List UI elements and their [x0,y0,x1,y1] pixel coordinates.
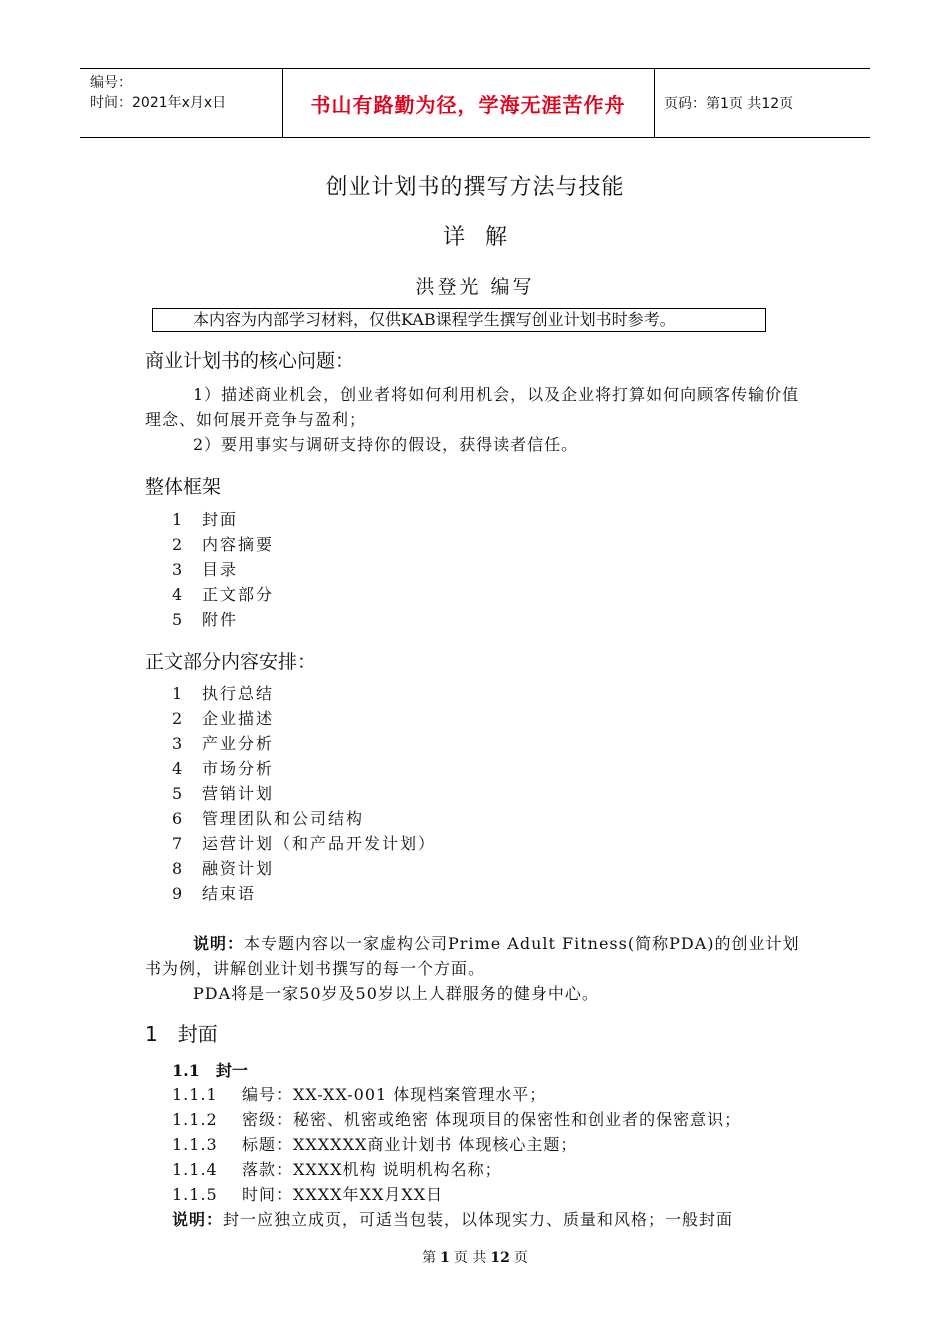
document-title: 创业计划书的撰写方法与技能 [325,175,625,200]
page-footer: 第 1 页 共 12 页 [422,1250,528,1266]
explain-text: 本专题内容以一家虚构公司Prime Adult Fitness(简称PDA)的创业计划书为例，讲解创业计划书撰写的每一个方面。 [145,934,800,978]
header-left-cell [90,73,226,113]
list-item: 8 融资计划 [172,859,275,878]
page-header [80,68,870,138]
section-title: 封面 [177,1022,218,1046]
list-item: 2 内容摘要 [172,535,275,554]
list-item: 7 运营计划（和产品开发计划） [172,834,437,853]
header-divider [654,69,655,137]
document-subtitle: 详解 [442,225,527,250]
subsection-title: 封一 [215,1061,248,1080]
cover-note-text: 封一应独立成页，可适当包装，以体现实力、质量和风格；一般封面 [223,1210,734,1229]
body-section-heading: 正文部分内容安排： [145,651,317,673]
subsection-1-1-heading [172,1058,248,1081]
header-motto: 书山有路勤为径，学海无涯苦作舟 [310,92,626,117]
footer-page-number: 1 [440,1250,450,1266]
list-item: 1.1.1 编号：XX-XX-001 体现档案管理水平； [172,1085,547,1104]
core-paragraph-1: 1）描述商业机会，创业者将如何利用机会，以及企业将打算如何向顾客传输价值理念、如何展开竞争与盈利； [145,385,800,429]
cover-note-label: 说明： [172,1210,224,1229]
list-item: 2 企业描述 [172,709,275,728]
list-item: 4 正文部分 [172,585,275,604]
section-1-heading [145,1018,218,1047]
footer-total-pages: 12 [490,1250,510,1266]
list-item: 6 管理团队和公司结构 [172,809,365,828]
document-author: 洪登光 编写 [415,276,535,298]
cover-items-list [172,1082,741,1207]
doc-date-label: 时间：2021年x月x日 [90,95,227,111]
list-item: 4 市场分析 [172,759,275,778]
list-item: 3 目录 [172,560,239,579]
explain-label: 说明： [193,934,245,953]
list-item: 1.1.3 标题：XXXXXX商业计划书 体现核心主题； [172,1135,578,1154]
explain-paragraph [145,931,815,981]
list-item: 5 附件 [172,610,239,629]
core-heading: 商业计划书的核心问题： [145,350,355,372]
section-number: 1 [145,1022,158,1046]
list-item: 1.1.2 密级：秘密、机密或绝密 体现项目的保密性和创业者的保密意识； [172,1110,742,1129]
list-item: 5 营销计划 [172,784,275,803]
core-paragraph-2: 2）要用事实与调研支持你的假设，获得读者信任。 [193,435,579,454]
list-item: 1.1.5 时间：XXXX年XX月XX日 [172,1185,444,1204]
subsection-number: 1.1 [172,1061,200,1080]
framework-list [172,507,274,632]
body-section-list [172,681,436,906]
explain-paragraph-2: PDA将是一家50岁及50岁以上人群服务的健身中心。 [193,984,599,1003]
list-item: 1 执行总结 [172,684,275,703]
framework-heading: 整体框架 [145,476,222,498]
header-page-info: 页码：第1页 共12页 [664,96,794,112]
list-item: 3 产业分析 [172,734,275,753]
notice-box: 本内容为内部学习材料，仅供KAB课程学生撰写创业计划书时参考。 [152,308,766,332]
cover-note [172,1207,733,1230]
list-item: 1.1.4 落款：XXXX机构 说明机构名称； [172,1160,502,1179]
list-item: 9 结束语 [172,884,257,903]
doc-number-label: 编号： [90,75,132,91]
list-item: 1 封面 [172,510,239,529]
